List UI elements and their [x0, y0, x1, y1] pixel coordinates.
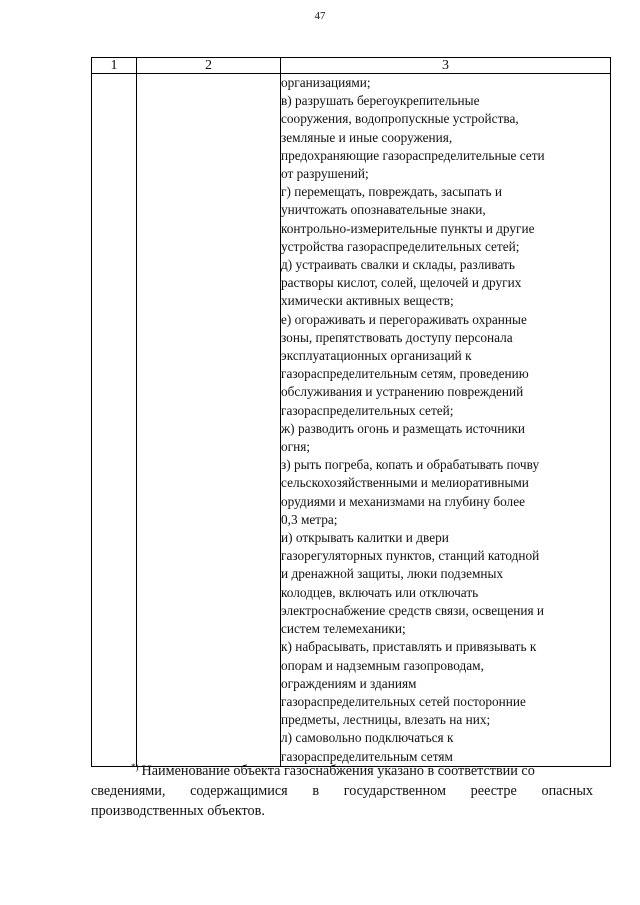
column-header-1: 1 [92, 58, 137, 74]
text-line: химически активных веществ; [281, 293, 454, 309]
table-row [92, 74, 611, 767]
text-line: огня; [281, 439, 311, 455]
text-line: 0,3 метра; [281, 511, 338, 527]
cell-column-2 [137, 74, 281, 767]
footnote-marker: *) [131, 762, 139, 772]
text-line: обслуживания и устранению повреждений [281, 384, 524, 400]
text-line: зоны, препятствовать доступу персонала [281, 329, 513, 345]
text-line: з) рыть погреба, копать и обрабатывать почву [281, 457, 540, 473]
text-line: устройства газораспределительных сетей; [281, 238, 520, 254]
text-line: эксплуатационных организаций к [281, 348, 472, 364]
text-line: систем телемеханики; [281, 621, 406, 637]
table-header-row [92, 58, 611, 74]
footnote-word: сведениями, [91, 783, 166, 799]
cell-column-3 [281, 74, 611, 767]
footnote [91, 757, 593, 821]
text-line: газораспределительным сетям [281, 748, 453, 764]
text-line: орудиями и механизмами на глубину более [281, 493, 525, 509]
text-line: газораспределительным сетям, проведению [281, 366, 529, 382]
footnote-line-1 [91, 757, 593, 781]
footnote-word: в [312, 783, 320, 799]
text-line: предметы, лестницы, влезать на них; [281, 712, 491, 728]
text-line: г) перемещать, повреждать, засыпать и [281, 184, 503, 200]
text-line: сооружения, водопропускные устройства, [281, 111, 519, 127]
text-line: ограждениям и зданиям [281, 675, 417, 691]
text-line: контрольно-измерительные пункты и другие [281, 220, 535, 236]
text-line: растворы кислот, солей, щелочей и других [281, 275, 522, 291]
text-line: к) набрасывать, приставлять и привязывать к [281, 639, 537, 655]
text-line: уничтожать опознавательные знаки, [281, 202, 486, 218]
footnote-word: опасных [541, 783, 593, 799]
text-line: опорам и надземным газопроводам, [281, 657, 484, 673]
footnote-word: реестре [470, 783, 517, 799]
text-line: и) открывать калитки и двери [281, 530, 449, 546]
text-line: газораспределительных сетей посторонние [281, 693, 526, 709]
text-line: сельскохозяйственными и мелиоративными [281, 475, 529, 491]
text-line: электроснабжение средств связи, освещения и [281, 602, 545, 618]
text-line: д) устраивать свалки и склады, разливать [281, 257, 515, 273]
text-line: организациями; [281, 75, 371, 90]
text-line: предохраняющие газораспределительные сети [281, 147, 545, 163]
footnote-word: содержащимися [190, 783, 288, 799]
page-number: 47 [314, 10, 326, 22]
column-header-2: 2 [137, 58, 281, 74]
footnote-text-1: Наименование объекта газоснабжения указано в соответствии со [141, 763, 535, 779]
text-line: земляные и иные сооружения, [281, 129, 453, 145]
text-line: колодцев, включать или отключать [281, 584, 479, 600]
footnote-line-3: производственных объектов. [91, 803, 265, 819]
footnote-word: государственном [343, 783, 446, 799]
text-line: ж) разводить огонь и размещать источники [281, 420, 526, 436]
text-line: от разрушений; [281, 166, 369, 182]
column-header-3: 3 [281, 58, 611, 74]
text-line: е) огораживать и перегораживать охранные [281, 311, 527, 327]
footnote-line-2 [91, 781, 593, 801]
requirements-table [91, 57, 611, 767]
text-line: и дренажной защиты, люки подземных [281, 566, 504, 582]
prohibitions-list [281, 74, 610, 766]
text-line: газораспределительных сетей; [281, 402, 454, 418]
text-line: в) разрушать берегоукрепительные [281, 93, 480, 109]
text-line: л) самовольно подключаться к [281, 730, 454, 746]
text-line: газорегуляторных пунктов, станций катодной [281, 548, 540, 564]
cell-column-1 [92, 74, 137, 767]
